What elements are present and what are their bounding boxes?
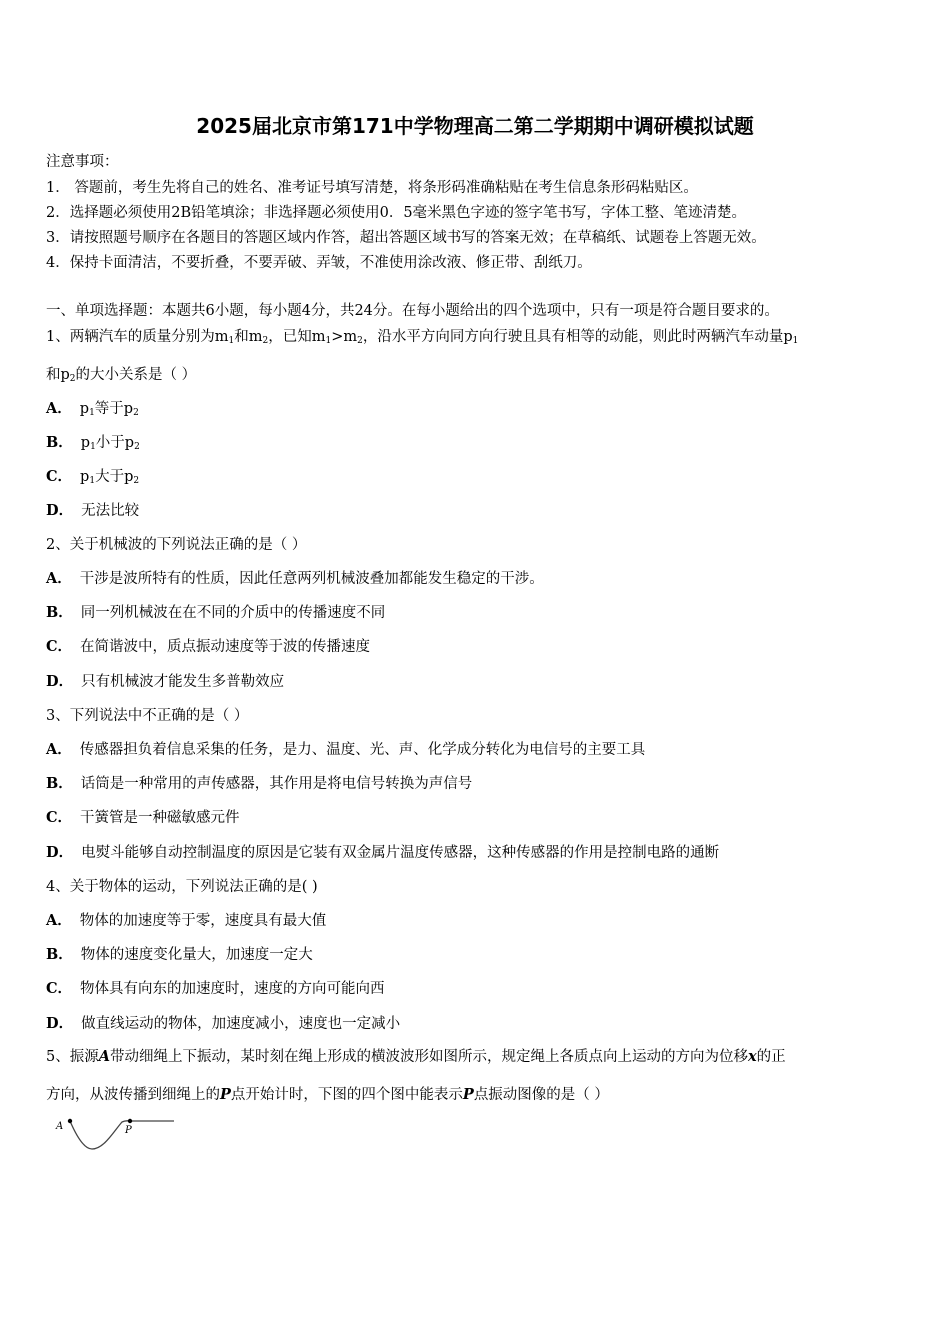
q2-option-b[interactable]: B． 同一列机械波在在不同的介质中的传播速度不同	[46, 604, 386, 621]
notice-item-2: 2．选择题必须使用2B铅笔填涂；非选择题必须使用0．5毫米黑色字迹的签字笔书写，字体工整、笔迹清楚。	[46, 205, 747, 221]
q1-stem-line2: 和$p_2$的大小关系是（ ）	[46, 367, 197, 384]
q4-stem: 4、关于物体的运动，下列说法正确的是( )	[46, 879, 318, 895]
label-p: P	[125, 1125, 132, 1136]
page-title: 2025届北京市第171中学物理高二第二学期期中调研模拟试题	[196, 114, 754, 138]
q1-option-b[interactable]: B． $p_1$小于$p_2$	[46, 434, 140, 452]
q1-option-c[interactable]: C． $p_1$大于$p_2$	[46, 468, 140, 486]
q4-option-d[interactable]: D． 做直线运动的物体，加速度减小，速度也一定减小	[46, 1015, 401, 1032]
q1-option-a[interactable]: A． $p_1$等于$p_2$	[46, 400, 139, 418]
notice-item-4: 4．保持卡面清洁，不要折叠，不要弄破、弄皱，不准使用涂改液、修正带、刮纸刀。	[46, 255, 592, 271]
q2-stem: 2、关于机械波的下列说法正确的是（ ）	[46, 537, 307, 553]
q5-wave-figure	[52, 1113, 182, 1153]
label-a: A	[56, 1121, 64, 1132]
q2-option-a[interactable]: A． 干涉是波所特有的性质，因此任意两列机械波叠加都能发生稳定的干涉。	[46, 570, 544, 587]
q5-stem-line2: 方向，从波传播到细绳上的P点开始计时，下图的四个图中能表示P点振动图像的是（ ）	[46, 1086, 609, 1103]
section-heading: 一、单项选择题：本题共6小题，每小题4分，共24分。在每小题给出的四个选项中，只有一项是符合题目要求的。	[46, 303, 779, 319]
q3-option-a[interactable]: A． 传感器担负着信息采集的任务，是力、温度、光、声、化学成分转化为电信号的主要工具	[46, 741, 646, 758]
q3-option-d[interactable]: D． 电熨斗能够自动控制温度的原因是它装有双金属片温度传感器，这种传感器的作用是控制电路的通断	[46, 844, 720, 861]
point-a-dot	[68, 1119, 72, 1123]
q1-option-d[interactable]: D． 无法比较	[46, 502, 140, 519]
q1-stem-line1: 1、两辆汽车的质量分别为$m_1$和$m_2$，已知$m_1>m_2$，沿水平方向同方向行驶且具有相等的动能，则此时两辆汽车动量$p_1$	[46, 329, 799, 346]
wave-curve	[70, 1121, 174, 1149]
q3-stem: 3、下列说法中不正确的是（ ）	[46, 708, 249, 724]
q4-option-a[interactable]: A． 物体的加速度等于零，速度具有最大值	[46, 912, 327, 929]
notice-item-1: 1． 答题前，考生先将自己的姓名、准考证号填写清楚，将条形码准确粘贴在考生信息条形码粘贴区。	[46, 180, 698, 196]
q5-stem-line1: 5、振源A带动细绳上下振动，某时刻在绳上形成的横波波形如图所示，规定绳上各质点向上运动的方向为位移x的正	[46, 1048, 786, 1065]
q2-option-c[interactable]: C． 在简谐波中，质点振动速度等于波的传播速度	[46, 638, 371, 655]
q4-option-c[interactable]: C． 物体具有向东的加速度时，速度的方向可能向西	[46, 980, 385, 997]
notice-item-3: 3．请按照题号顺序在各题目的答题区域内作答，超出答题区域书写的答案无效；在草稿纸、试题卷上答题无效。	[46, 230, 766, 246]
q2-option-d[interactable]: D． 只有机械波才能发生多普勒效应	[46, 673, 285, 690]
point-p-dot	[128, 1119, 132, 1123]
q3-option-b[interactable]: B． 话筒是一种常用的声传感器，其作用是将电信号转换为声信号	[46, 775, 473, 792]
notice-heading: 注意事项：	[46, 154, 119, 170]
q3-option-c[interactable]: C． 干簧管是一种磁敏感元件	[46, 809, 240, 826]
q4-option-b[interactable]: B． 物体的速度变化量大，加速度一定大	[46, 946, 313, 963]
